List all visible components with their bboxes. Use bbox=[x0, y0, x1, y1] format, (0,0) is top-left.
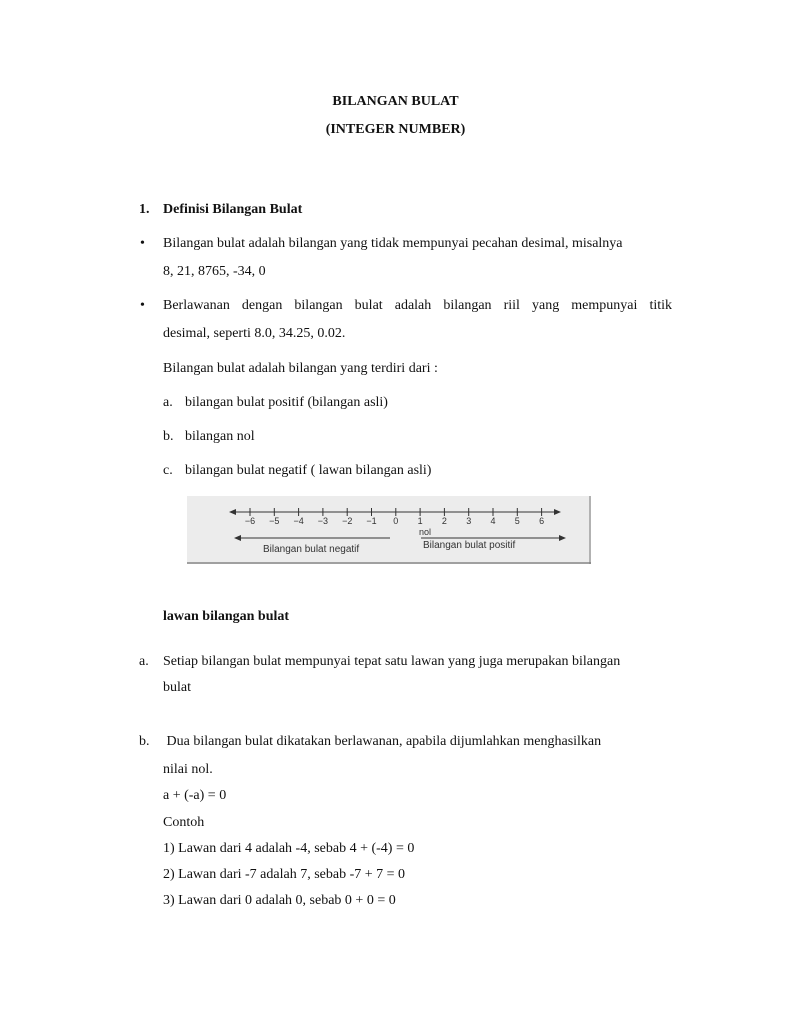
item-b-marker: b. bbox=[163, 429, 174, 444]
tick-label: 5 bbox=[514, 516, 520, 526]
example-3: 3) Lawan dari 0 adalah 0, sebab 0 + 0 = 0 bbox=[163, 893, 396, 908]
tick-label: −5 bbox=[269, 516, 280, 526]
tick-label: −3 bbox=[317, 516, 329, 526]
tick-label: 6 bbox=[539, 516, 545, 526]
zero-label: nol bbox=[419, 527, 432, 537]
section1-heading: Definisi Bilangan Bulat bbox=[163, 202, 303, 217]
composition-intro: Bilangan bulat adalah bilangan yang terdiri dari : bbox=[163, 361, 438, 376]
tick-label: 1 bbox=[417, 516, 423, 526]
bullet-1-line-1: Bilangan bulat adalah bilangan yang tidak mempunyai pecahan desimal, misalnya bbox=[163, 236, 623, 251]
section2-a-marker: a. bbox=[139, 654, 149, 669]
tick-label: −2 bbox=[342, 516, 353, 526]
example-2: 2) Lawan dari -7 adalah 7, sebab -7 + 7 = 0 bbox=[163, 867, 406, 882]
tick-label: 2 bbox=[441, 516, 447, 526]
section1-number: 1. bbox=[139, 202, 150, 217]
bullet-2-line-2: desimal, seperti 8.0, 34.25, 0.02. bbox=[163, 326, 346, 341]
item-a-marker: a. bbox=[163, 395, 173, 410]
example-label: Contoh bbox=[163, 815, 205, 830]
tick-label: −1 bbox=[366, 516, 377, 526]
tick-label: 3 bbox=[466, 516, 472, 526]
page-title: BILANGAN BULAT bbox=[332, 94, 459, 109]
section2-b-line-2: nilai nol. bbox=[163, 762, 213, 777]
item-a-text: bilangan bulat positif (bilangan asli) bbox=[185, 395, 388, 410]
bullet-2-symbol: • bbox=[140, 298, 145, 313]
section2-a-line-2: bulat bbox=[163, 680, 191, 695]
example-1: 1) Lawan dari 4 adalah -4, sebab 4 + (-4) = 0 bbox=[163, 841, 415, 856]
item-c-text: bilangan bulat negatif ( lawan bilangan asli) bbox=[185, 463, 432, 478]
item-c-marker: c. bbox=[163, 463, 173, 478]
tick-label: 4 bbox=[490, 516, 496, 526]
positive-label: Bilangan bulat positif bbox=[423, 540, 516, 551]
tick-label: −6 bbox=[244, 516, 256, 526]
item-b-text: bilangan nol bbox=[185, 429, 255, 444]
section2-heading: lawan bilangan bulat bbox=[163, 609, 290, 624]
tick-label: −4 bbox=[293, 516, 304, 526]
section2-b-marker: b. bbox=[139, 734, 150, 749]
bullet-2-line-1: Berlawanan dengan bilangan bulat adalah bilangan riil yang mempunyai titik bbox=[163, 298, 672, 313]
tick-label: 0 bbox=[393, 516, 399, 526]
bullet-1-line-2: 8, 21, 8765, -34, 0 bbox=[163, 264, 266, 279]
number-line-background bbox=[187, 496, 591, 564]
bullet-1-symbol: • bbox=[140, 236, 145, 251]
page-subtitle: (INTEGER NUMBER) bbox=[325, 122, 466, 137]
number-line-figure bbox=[187, 496, 591, 564]
formula: a + (-a) = 0 bbox=[163, 788, 227, 803]
negative-label: Bilangan bulat negatif bbox=[263, 544, 360, 555]
section2-b-line-1: Dua bilangan bulat dikatakan berlawanan, apabila dijumlahkan menghasilkan bbox=[163, 734, 602, 749]
section2-a-line-1: Setiap bilangan bulat mempunyai tepat satu lawan yang juga merupakan bilangan bbox=[163, 654, 621, 669]
